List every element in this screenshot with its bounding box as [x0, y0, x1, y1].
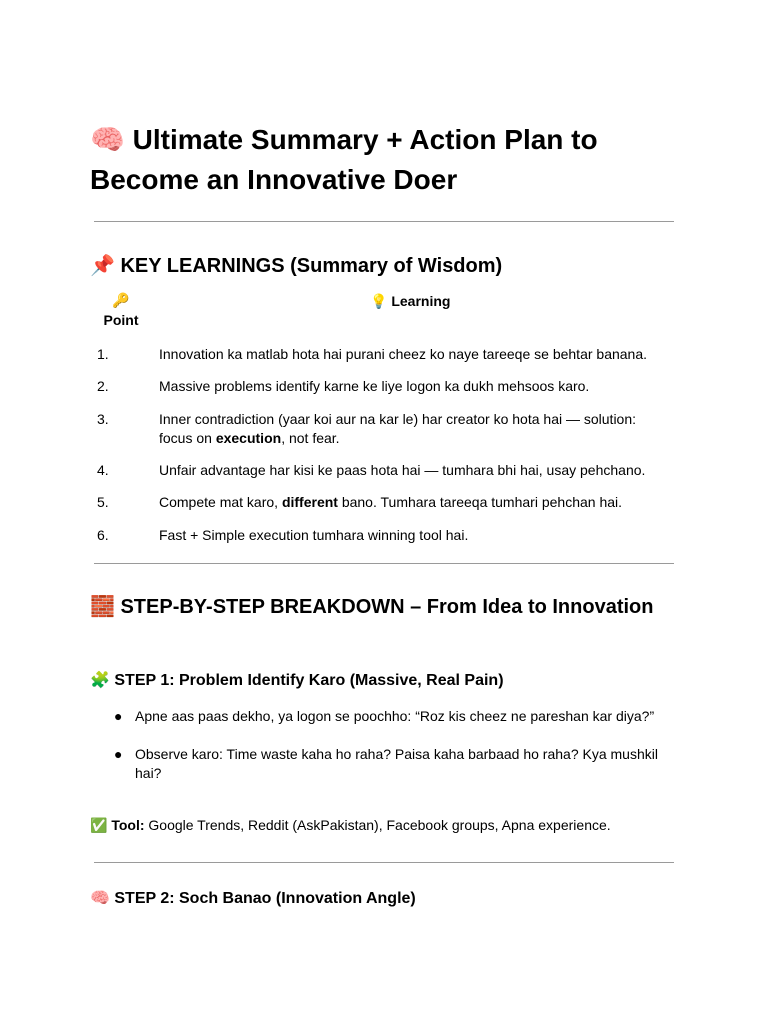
- key-icon: 🔑: [112, 293, 130, 309]
- bullet-icon: ●: [114, 746, 123, 762]
- row-number: 2.: [97, 378, 109, 394]
- table-header-point-label: Point: [103, 312, 139, 328]
- row-text: Innovation ka matlab hota hai purani cheez ko naye tareeqe se behtar banana.: [159, 346, 648, 362]
- row-number: 5.: [97, 494, 109, 510]
- row-number: 6.: [97, 527, 109, 543]
- tool-line: [90, 816, 680, 836]
- step1-heading-text: STEP 1: Problem Identify Karo (Massive, Real Pain): [114, 672, 504, 689]
- breakdown-heading: [90, 592, 680, 622]
- row-text: Fast + Simple execution tumhara winning tool hai.: [159, 527, 469, 543]
- key-learnings-heading: [90, 251, 680, 281]
- check-mark-icon: ✅: [90, 818, 108, 834]
- step2-heading-text: STEP 2: Soch Banao (Innovation Angle): [114, 890, 416, 907]
- page-title: [90, 120, 680, 200]
- list-item-text: Apne aas paas dekho, ya logon se poochho: “Roz kis cheez ne pareshan kar diya?”: [135, 708, 655, 724]
- lightbulb-icon: 💡: [370, 294, 388, 310]
- table-header-learning-label: Learning: [391, 293, 451, 309]
- tool-label: Tool:: [111, 817, 145, 833]
- list-item-text: Observe karo: Time waste kaha ho raha? Paisa kaha barbaad ho raha? Kya mushkil hai?: [135, 746, 658, 781]
- table-header-point: [98, 292, 144, 330]
- key-learnings-heading-text: KEY LEARNINGS (Summary of Wisdom): [120, 255, 503, 277]
- pushpin-icon: 📌: [90, 253, 115, 277]
- divider: [94, 221, 674, 222]
- page-title-text: Ultimate Summary + Action Plan to Become an Innovative Doer: [90, 124, 598, 195]
- row-text: Inner contradiction (yaar koi aur na kar le) har creator ko hota hai — solution: focus on execution, not fear.: [159, 411, 637, 446]
- table-header-learning: [370, 292, 450, 312]
- bricks-icon: 🧱: [90, 594, 115, 618]
- divider: [94, 862, 674, 863]
- row-number: 4.: [97, 462, 109, 478]
- row-number: 3.: [97, 411, 109, 427]
- row-text: Massive problems identify karne ke liye logon ka dukh mehsoos karo.: [159, 378, 590, 394]
- brain-icon: 🧠: [90, 888, 110, 907]
- step2-heading: [90, 887, 680, 910]
- row-text: Compete mat karo, different bano. Tumhara tareeqa tumhari pehchan hai.: [159, 494, 623, 510]
- row-number: 1.: [97, 346, 109, 362]
- breakdown-heading-text: STEP-BY-STEP BREAKDOWN – From Idea to Innovation: [120, 596, 654, 618]
- puzzle-piece-icon: 🧩: [90, 670, 110, 689]
- bullet-icon: ●: [114, 708, 123, 724]
- divider: [94, 563, 674, 564]
- step1-heading: [90, 669, 680, 692]
- brain-icon: 🧠: [90, 123, 125, 156]
- row-text: Unfair advantage har kisi ke paas hota hai — tumhara bhi hai, usay pehchano.: [159, 462, 646, 478]
- tool-text: Google Trends, Reddit (AskPakistan), Facebook groups, Apna experience.: [144, 817, 611, 833]
